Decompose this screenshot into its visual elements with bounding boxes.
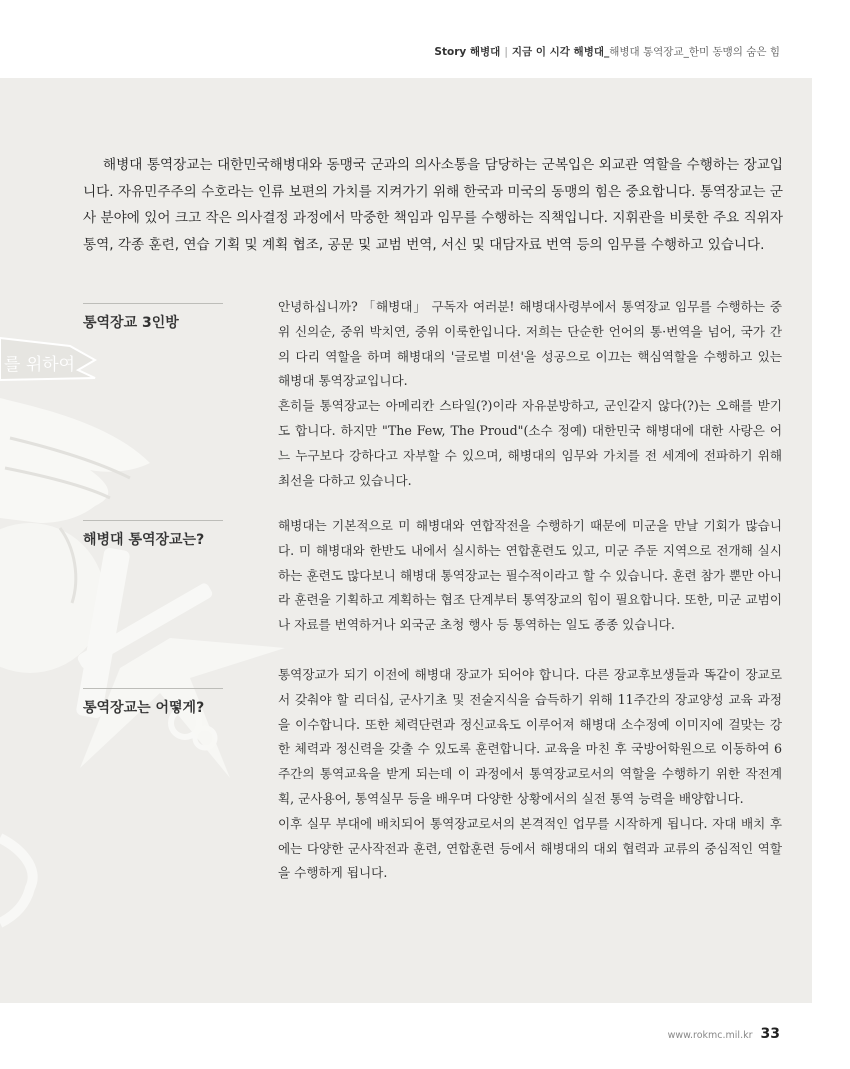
intro-text: 해병대 통역장교는 대한민국해병대와 동맹국 군과의 의사소통을 담당하는 군복입은 외교관 역할을 수행하는 장교입니다. 자유민주주의 수호라는 인류 보편의 가치를 지켜가기 위해 한국과 미국의 동맹의 힘은 중요합니다. 통역장교는 군사 분야에 있어 크고 작은 의사결정 과정에서 막중한 책임과 임무를 수행하는 직책입니다. 지휘관을 비롯한 주요 직위자 통역, 각종 훈련, 연습 기획 및 계획 협조, 공문 및 교범 번역, 서신 및 대담자료 번역 등의 임무를 수행하고 있습니다.	[83, 157, 783, 253]
section-divider	[83, 303, 223, 304]
section-paragraph: 해병대는 기본적으로 미 해병대와 연합작전을 수행하기 때문에 미군을 만날 기회가 많습니다. 미 해병대와 한반도 내에서 실시하는 연합훈련도 있고, 미군 주둔 지역으로 전개해 실시하는 훈련도 많다보니 해병대 통역장교는 필수적이라고 할 수 있습니다. 훈련 참가 뿐만 아니라 훈련을 기획하고 계획하는 협조 단계부터 통역장교의 힘이 필요합니다. 또한, 미군 교범이나 자료를 번역하거나 외국군 초청 행사 등 통역하는 일도 종종 있습니다.	[278, 518, 782, 633]
emblem-ribbon-text: 를 위하여	[4, 355, 76, 375]
intro-paragraph	[83, 152, 783, 258]
footer-url: www.rokmc.mil.kr	[667, 1030, 753, 1041]
section-paragraph: 안녕하십니까? 「해병대」 구독자 여러분! 해병대사령부에서 통역장교 임무를 수행하는 중위 신의순, 중위 박치연, 중위 이룩한입니다. 저희는 단순한 언어의 통·번역을 넘어, 국가 간의 다리 역할을 하며 해병대의 '글로벌 미션'을 성공으로 이끄는 핵심역할을 수행하고 있는 해병대 통역장교입니다.	[278, 299, 782, 389]
section-heading: 통역장교는 어떻게?	[83, 700, 205, 716]
section-body	[278, 514, 782, 638]
page-number: 33	[760, 1026, 780, 1042]
section-paragraph: 흔히들 통역장교는 아메리칸 스타일(?)이라 자유분방하고, 군인같지 않다(?)는 오해를 받기도 합니다. 하지만 "The Few, The Proud"(소수 정예) 대한민국 해병대에 대한 사랑은 어느 누구보다 강하다고 자부할 수 있으며, 해병대의 임무와 가치를 전 세계에 전파하기 위해 최선을 다하고 있습니다.	[278, 398, 782, 488]
header-feature: 지금 이 시각 해병대_	[511, 46, 610, 58]
header-separator: |	[504, 46, 508, 58]
section-divider	[83, 520, 223, 521]
section-heading: 해병대 통역장교는?	[83, 532, 205, 548]
header-section: Story 해병대	[434, 46, 501, 58]
section-body	[278, 295, 782, 493]
page-footer	[668, 1026, 780, 1042]
section-paragraph: 통역장교가 되기 이전에 해병대 장교가 되어야 합니다. 다른 장교후보생들과 똑같이 장교로서 갖춰야 할 리더십, 군사기초 및 전술지식을 습득하기 위해 11주간의 장교양성 교육 과정을 이수합니다. 또한 체력단련과 정신교육도 이루어져 해병대 소수정예 이미지에 걸맞는 강한 체력과 정신력을 갖출 수 있도록 훈련합니다. 교육을 마친 후 국방어학원으로 이동하여 6주간의 통역교육을 받게 되는데 이 과정에서 통역장교로서의 역할을 수행하기 위한 작전계획, 군사용어, 통역실무 등을 배우며 다양한 상황에서의 실전 통역 능력을 배양합니다.	[278, 667, 782, 806]
section-body	[278, 663, 782, 886]
header-subtitle: 해병대 통역장교_한미 동맹의 숨은 힘	[609, 46, 780, 58]
section-heading: 통역장교 3인방	[83, 315, 179, 331]
section-divider	[83, 688, 223, 689]
running-header	[434, 44, 780, 59]
section-paragraph: 이후 실무 부대에 배치되어 통역장교로서의 본격적인 업무를 시작하게 됩니다. 자대 배치 후에는 다양한 군사작전과 훈련, 연합훈련 등에서 해병대의 대외 협력과 교류의 중심적인 역할을 수행하게 됩니다.	[278, 815, 782, 881]
